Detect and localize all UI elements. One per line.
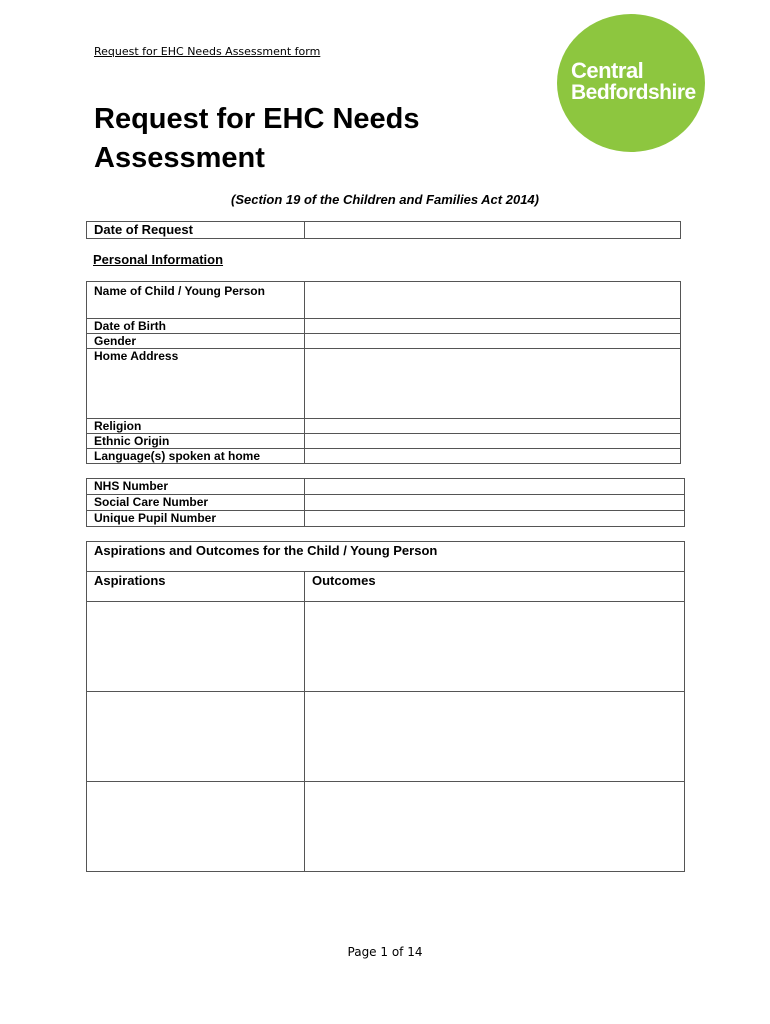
logo-line-2: Bedfordshire bbox=[571, 81, 696, 104]
unique-pupil-number-label: Unique Pupil Number bbox=[87, 511, 305, 527]
page-title: Request for EHC Needs Assessment bbox=[94, 103, 420, 174]
outcome-field-3[interactable] bbox=[305, 782, 685, 872]
home-address-label: Home Address bbox=[87, 349, 305, 419]
home-address-field[interactable] bbox=[305, 349, 681, 419]
languages-field[interactable] bbox=[305, 449, 681, 464]
social-care-number-field[interactable] bbox=[305, 495, 685, 511]
date-of-request-table bbox=[86, 221, 681, 239]
aspiration-field-3[interactable] bbox=[87, 782, 305, 872]
languages-label: Language(s) spoken at home bbox=[87, 449, 305, 464]
social-care-number-label: Social Care Number bbox=[87, 495, 305, 511]
religion-field[interactable] bbox=[305, 419, 681, 434]
nhs-number-field[interactable] bbox=[305, 479, 685, 495]
ethnic-origin-field[interactable] bbox=[305, 434, 681, 449]
legal-reference: (Section 19 of the Children and Families Act 2014) bbox=[231, 192, 539, 207]
religion-label: Religion bbox=[87, 419, 305, 434]
dob-label: Date of Birth bbox=[87, 319, 305, 334]
name-label: Name of Child / Young Person bbox=[87, 282, 305, 319]
personal-information-heading: Personal Information bbox=[93, 252, 224, 267]
gender-label: Gender bbox=[87, 334, 305, 349]
running-header: Request for EHC Needs Assessment form bbox=[94, 45, 321, 58]
page-number: Page 1 of 14 bbox=[347, 945, 423, 959]
outcome-field-1[interactable] bbox=[305, 602, 685, 692]
identifiers-table bbox=[86, 478, 685, 527]
dob-field[interactable] bbox=[305, 319, 681, 334]
central-bedfordshire-logo bbox=[557, 14, 705, 152]
unique-pupil-number-field[interactable] bbox=[305, 511, 685, 527]
name-field[interactable] bbox=[305, 282, 681, 319]
aspirations-column-header: Aspirations bbox=[87, 572, 305, 602]
personal-information-table bbox=[86, 281, 681, 464]
aspiration-field-2[interactable] bbox=[87, 692, 305, 782]
gender-field[interactable] bbox=[305, 334, 681, 349]
date-of-request-label: Date of Request bbox=[87, 222, 305, 239]
aspirations-outcomes-heading: Aspirations and Outcomes for the Child / Young Person bbox=[87, 542, 685, 572]
logo-line-1: Central bbox=[571, 58, 644, 83]
ethnic-origin-label: Ethnic Origin bbox=[87, 434, 305, 449]
outcomes-column-header: Outcomes bbox=[305, 572, 685, 602]
date-of-request-field[interactable] bbox=[305, 222, 681, 239]
aspiration-field-1[interactable] bbox=[87, 602, 305, 692]
nhs-number-label: NHS Number bbox=[87, 479, 305, 495]
outcome-field-2[interactable] bbox=[305, 692, 685, 782]
aspirations-outcomes-table bbox=[86, 541, 685, 872]
